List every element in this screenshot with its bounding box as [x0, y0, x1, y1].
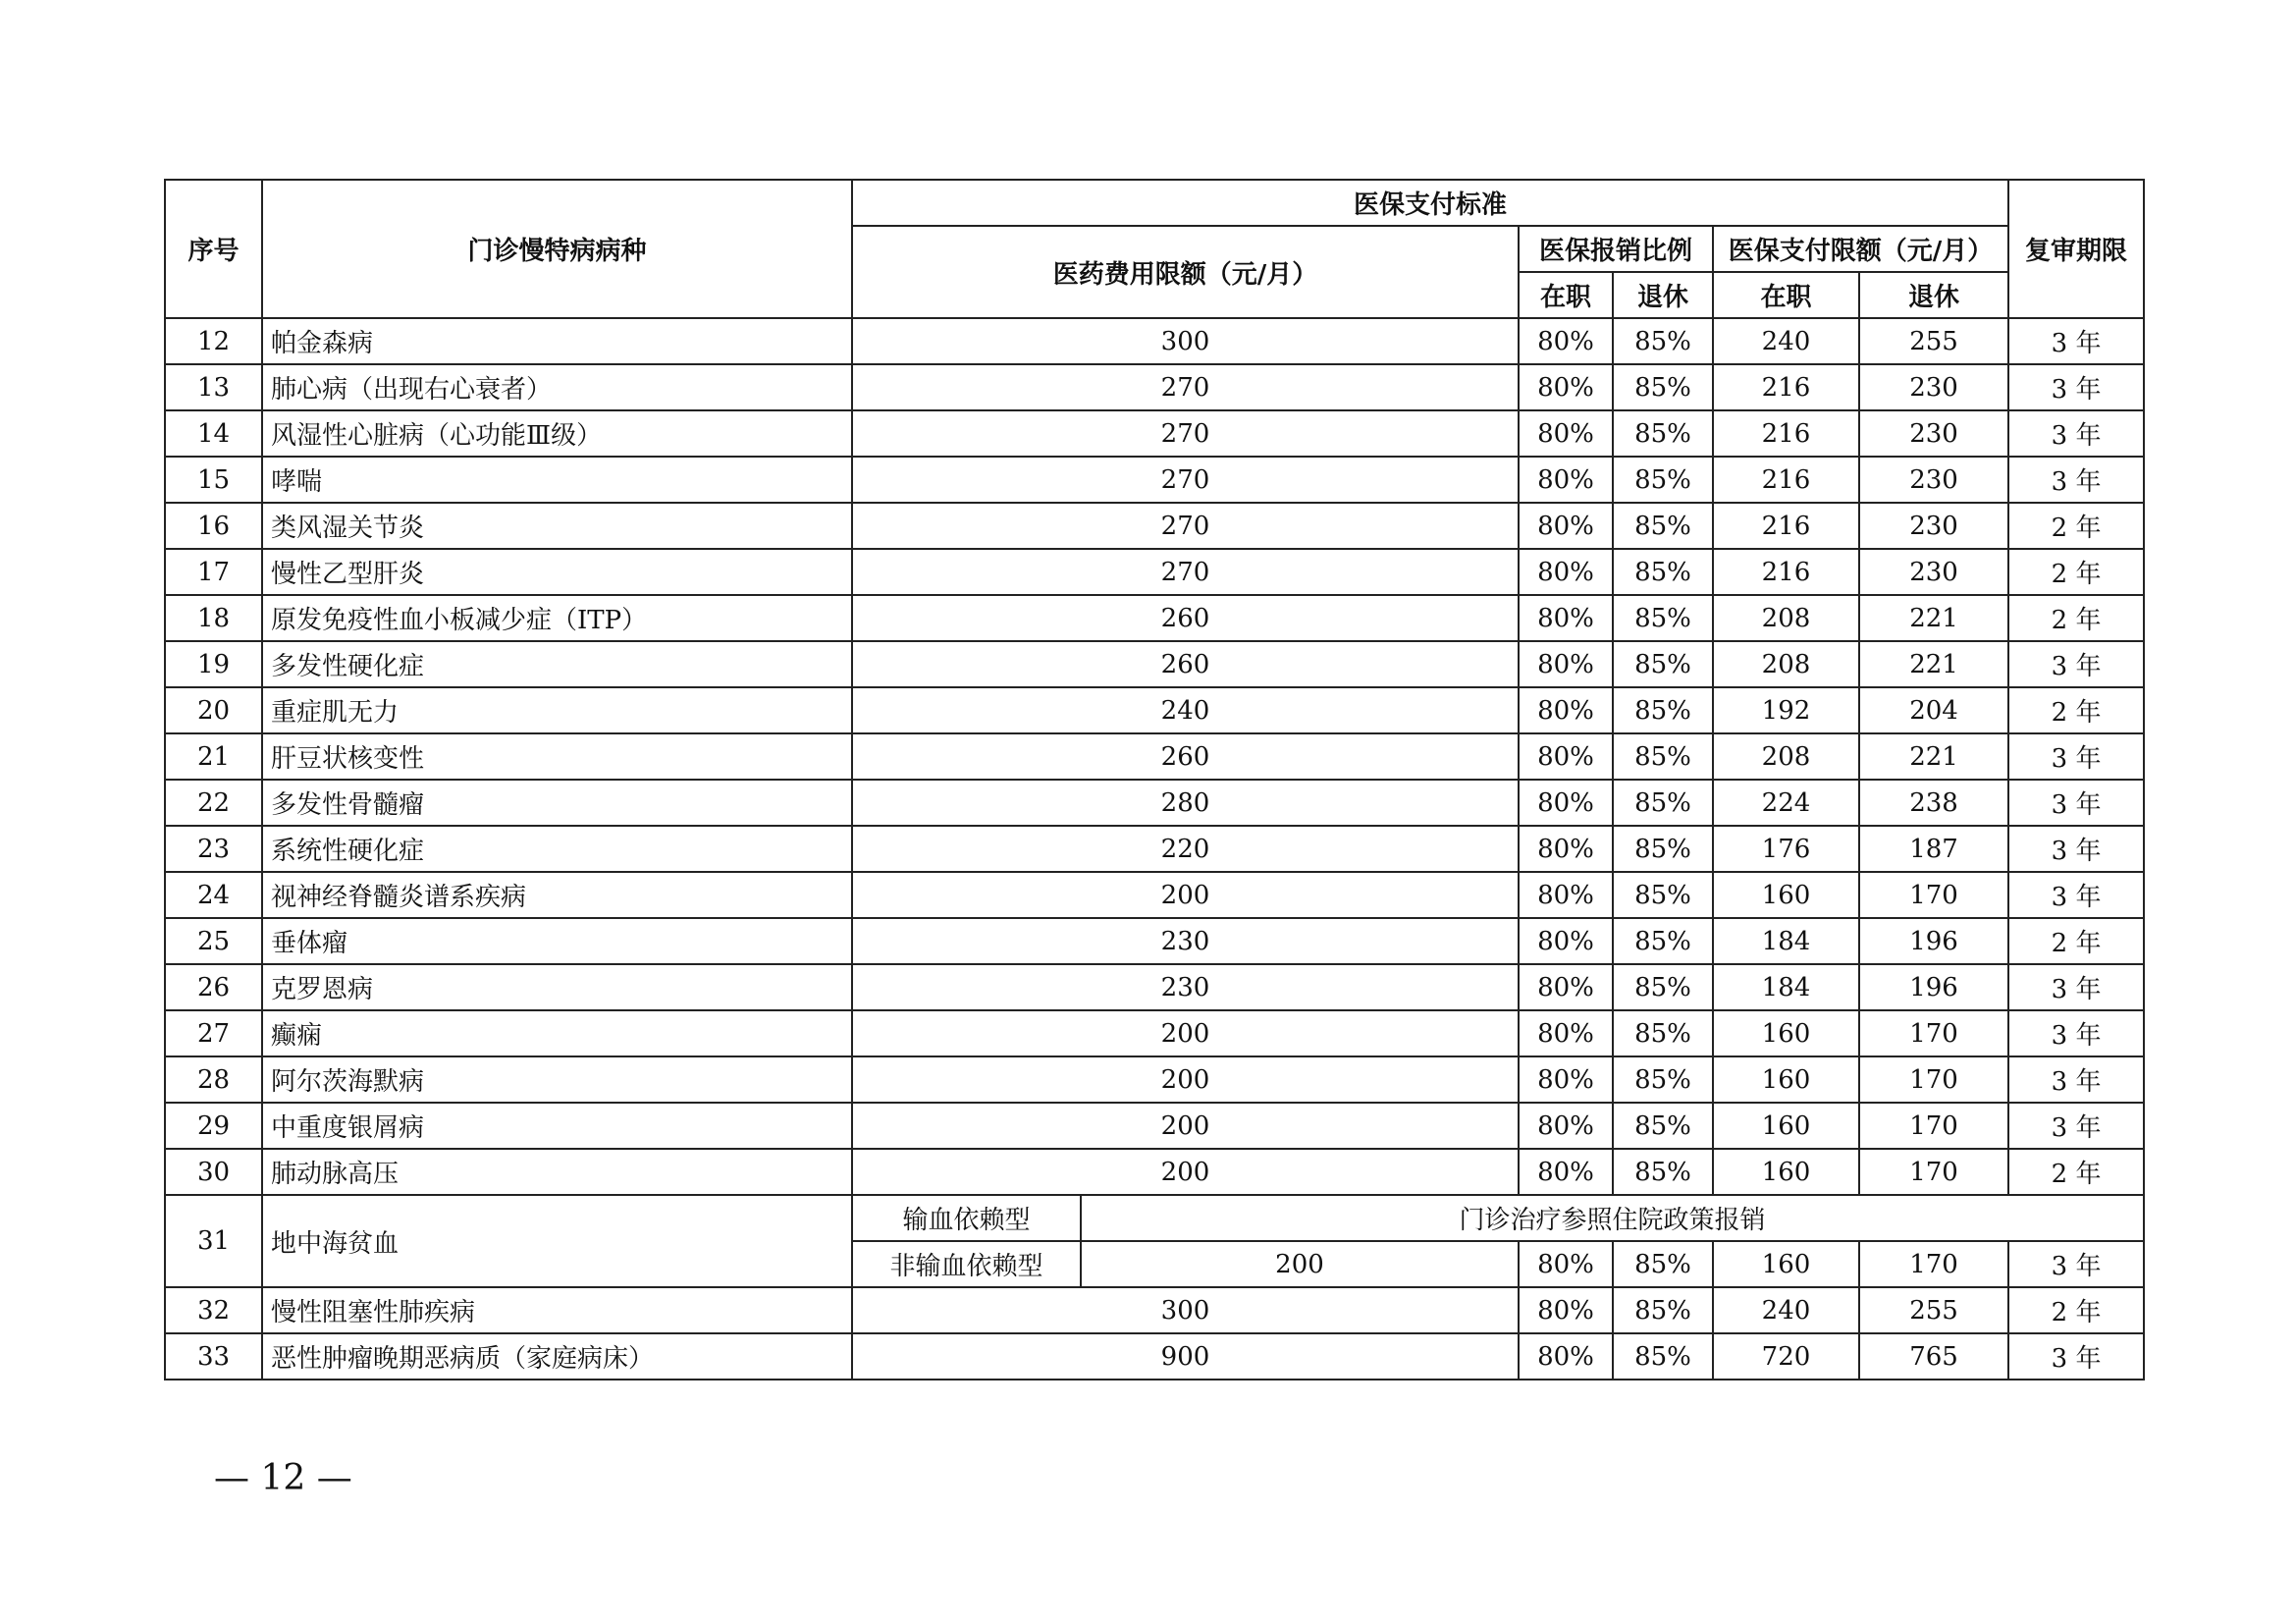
ratio-active: 80%: [1519, 872, 1613, 918]
disease-name: 帕金森病: [262, 318, 852, 364]
pay-active: 720: [1713, 1333, 1859, 1380]
review-period: 2 年: [2008, 1149, 2144, 1195]
review-period: 3 年: [2008, 826, 2144, 872]
subtype-label: 非输血依赖型: [852, 1241, 1081, 1287]
disease-name: 癫痫: [262, 1010, 852, 1056]
review-period: 3 年: [2008, 1241, 2144, 1287]
pay-active: 160: [1713, 1241, 1859, 1287]
ratio-retired: 85%: [1613, 364, 1713, 410]
review-period: 3 年: [2008, 1103, 2144, 1149]
ratio-retired: 85%: [1613, 780, 1713, 826]
table-row: [165, 1287, 2144, 1333]
cost-limit: 200: [852, 1010, 1519, 1056]
table-row: [165, 1056, 2144, 1103]
review-period: 3 年: [2008, 457, 2144, 503]
row-number: 28: [165, 1056, 262, 1103]
table-row: [165, 918, 2144, 964]
table-row: [165, 1010, 2144, 1056]
ratio-active: 80%: [1519, 364, 1613, 410]
review-period: 3 年: [2008, 364, 2144, 410]
review-period: 3 年: [2008, 641, 2144, 687]
pay-active: 160: [1713, 1056, 1859, 1103]
cost-limit: 280: [852, 780, 1519, 826]
row-number: 17: [165, 549, 262, 595]
header-pay-limit: 医保支付限额（元/月）: [1713, 226, 2008, 272]
cost-limit: 300: [852, 318, 1519, 364]
pay-active: 184: [1713, 964, 1859, 1010]
row-number: 13: [165, 364, 262, 410]
cost-limit: 300: [852, 1287, 1519, 1333]
pay-retired: 196: [1859, 964, 2008, 1010]
ratio-retired: 85%: [1613, 918, 1713, 964]
disease-name: 系统性硬化症: [262, 826, 852, 872]
ratio-active: 80%: [1519, 1149, 1613, 1195]
pay-active: 224: [1713, 780, 1859, 826]
pay-active: 240: [1713, 318, 1859, 364]
ratio-retired: 85%: [1613, 1149, 1713, 1195]
ratio-active: 80%: [1519, 826, 1613, 872]
table-row: [165, 549, 2144, 595]
pay-retired: 765: [1859, 1333, 2008, 1380]
ratio-retired: 85%: [1613, 457, 1713, 503]
ratio-active: 80%: [1519, 687, 1613, 733]
review-period: 3 年: [2008, 872, 2144, 918]
row-number: 30: [165, 1149, 262, 1195]
header-ratio-active: 在职: [1519, 272, 1613, 318]
review-period: 3 年: [2008, 318, 2144, 364]
pay-active: 216: [1713, 503, 1859, 549]
row-number: 24: [165, 872, 262, 918]
review-period: 3 年: [2008, 964, 2144, 1010]
disease-name: 视神经脊髓炎谱系疾病: [262, 872, 852, 918]
header-cost-limit: 医药费用限额（元/月）: [852, 226, 1519, 318]
pay-active: 160: [1713, 1103, 1859, 1149]
disease-name: 垂体瘤: [262, 918, 852, 964]
row-number: 26: [165, 964, 262, 1010]
pay-active: 208: [1713, 733, 1859, 780]
row-number: 23: [165, 826, 262, 872]
row-number: 21: [165, 733, 262, 780]
row-number: 32: [165, 1287, 262, 1333]
ratio-retired: 85%: [1613, 549, 1713, 595]
header-disease: 门诊慢特病病种: [262, 180, 852, 318]
disease-name: 肺动脉高压: [262, 1149, 852, 1195]
review-period: 3 年: [2008, 410, 2144, 457]
pay-active: 216: [1713, 457, 1859, 503]
pay-retired: 230: [1859, 503, 2008, 549]
review-period: 3 年: [2008, 1333, 2144, 1380]
cost-limit: 230: [852, 918, 1519, 964]
review-period: 2 年: [2008, 503, 2144, 549]
ratio-active: 80%: [1519, 641, 1613, 687]
row-number: 19: [165, 641, 262, 687]
cost-limit: 270: [852, 457, 1519, 503]
cost-limit: 270: [852, 364, 1519, 410]
ratio-active: 80%: [1519, 1287, 1613, 1333]
disease-name: 慢性乙型肝炎: [262, 549, 852, 595]
disease-name: 肝豆状核变性: [262, 733, 852, 780]
ratio-retired: 85%: [1613, 1333, 1713, 1380]
pay-retired: 221: [1859, 641, 2008, 687]
table-row: [165, 872, 2144, 918]
table-row: [165, 364, 2144, 410]
disease-name: 风湿性心脏病（心功能Ⅲ级）: [262, 410, 852, 457]
cost-limit: 200: [852, 1149, 1519, 1195]
disease-name: 恶性肿瘤晚期恶病质（家庭病床）: [262, 1333, 852, 1380]
ratio-active: 80%: [1519, 1333, 1613, 1380]
ratio-retired: 85%: [1613, 410, 1713, 457]
page-number: — 12 —: [214, 1458, 352, 1498]
table-row: [165, 780, 2144, 826]
row-number: 25: [165, 918, 262, 964]
disease-name: 地中海贫血: [262, 1195, 852, 1287]
cost-limit: 230: [852, 964, 1519, 1010]
row-number: 14: [165, 410, 262, 457]
disease-payment-table: [164, 179, 2145, 1380]
ratio-retired: 85%: [1613, 1241, 1713, 1287]
ratio-active: 80%: [1519, 549, 1613, 595]
ratio-active: 80%: [1519, 595, 1613, 641]
cost-limit: 260: [852, 595, 1519, 641]
ratio-retired: 85%: [1613, 826, 1713, 872]
row-number: 20: [165, 687, 262, 733]
row-number: 22: [165, 780, 262, 826]
table-row: [165, 457, 2144, 503]
ratio-retired: 85%: [1613, 595, 1713, 641]
pay-retired: 255: [1859, 318, 2008, 364]
pay-active: 216: [1713, 364, 1859, 410]
table-row: [165, 1149, 2144, 1195]
ratio-active: 80%: [1519, 964, 1613, 1010]
table-row: [165, 826, 2144, 872]
ratio-retired: 85%: [1613, 641, 1713, 687]
pay-active: 208: [1713, 595, 1859, 641]
pay-retired: 230: [1859, 364, 2008, 410]
table-row: [165, 964, 2144, 1010]
disease-name: 多发性硬化症: [262, 641, 852, 687]
review-period: 3 年: [2008, 780, 2144, 826]
header-seq: 序号: [165, 180, 262, 318]
cost-limit: 270: [852, 549, 1519, 595]
pay-active: 160: [1713, 1010, 1859, 1056]
table-header: [165, 180, 2144, 318]
ratio-active: 80%: [1519, 1103, 1613, 1149]
table-body: [165, 318, 2144, 1380]
review-period: 2 年: [2008, 687, 2144, 733]
row-number: 33: [165, 1333, 262, 1380]
ratio-active: 80%: [1519, 1241, 1613, 1287]
pay-retired: 230: [1859, 410, 2008, 457]
pay-retired: 238: [1859, 780, 2008, 826]
pay-retired: 170: [1859, 1103, 2008, 1149]
ratio-active: 80%: [1519, 503, 1613, 549]
row-number: 29: [165, 1103, 262, 1149]
table-row: [165, 1333, 2144, 1380]
ratio-active: 80%: [1519, 1056, 1613, 1103]
ratio-retired: 85%: [1613, 503, 1713, 549]
ratio-retired: 85%: [1613, 872, 1713, 918]
ratio-retired: 85%: [1613, 733, 1713, 780]
disease-name: 原发免疫性血小板减少症（ITP）: [262, 595, 852, 641]
ratio-retired: 85%: [1613, 1056, 1713, 1103]
row-number: 16: [165, 503, 262, 549]
header-standard: 医保支付标准: [852, 180, 2008, 226]
cost-limit: 200: [1081, 1241, 1519, 1287]
cost-limit: 270: [852, 410, 1519, 457]
disease-name: 中重度银屑病: [262, 1103, 852, 1149]
ratio-active: 80%: [1519, 918, 1613, 964]
cost-limit: 220: [852, 826, 1519, 872]
ratio-active: 80%: [1519, 733, 1613, 780]
pay-active: 216: [1713, 410, 1859, 457]
pay-retired: 170: [1859, 1241, 2008, 1287]
pay-retired: 255: [1859, 1287, 2008, 1333]
disease-name: 重症肌无力: [262, 687, 852, 733]
ratio-retired: 85%: [1613, 1103, 1713, 1149]
ratio-active: 80%: [1519, 780, 1613, 826]
header-pay-retired: 退休: [1859, 272, 2008, 318]
cost-limit: 200: [852, 872, 1519, 918]
pay-retired: 230: [1859, 549, 2008, 595]
cost-limit: 900: [852, 1333, 1519, 1380]
review-period: 2 年: [2008, 549, 2144, 595]
review-period: 3 年: [2008, 733, 2144, 780]
pay-retired: 230: [1859, 457, 2008, 503]
review-period: 3 年: [2008, 1010, 2144, 1056]
row-number: 18: [165, 595, 262, 641]
cost-limit: 200: [852, 1103, 1519, 1149]
pay-retired: 170: [1859, 1149, 2008, 1195]
header-ratio-retired: 退休: [1613, 272, 1713, 318]
table-row: [165, 1103, 2144, 1149]
pay-active: 240: [1713, 1287, 1859, 1333]
pay-active: 176: [1713, 826, 1859, 872]
ratio-retired: 85%: [1613, 1287, 1713, 1333]
table-row: [165, 1195, 2144, 1241]
cost-limit: 240: [852, 687, 1519, 733]
pay-active: 216: [1713, 549, 1859, 595]
review-period: 2 年: [2008, 918, 2144, 964]
disease-name: 类风湿关节炎: [262, 503, 852, 549]
pay-retired: 221: [1859, 595, 2008, 641]
header-ratio: 医保报销比例: [1519, 226, 1713, 272]
pay-active: 184: [1713, 918, 1859, 964]
review-period: 3 年: [2008, 1056, 2144, 1103]
ratio-retired: 85%: [1613, 1010, 1713, 1056]
pay-retired: 170: [1859, 1056, 2008, 1103]
pay-retired: 170: [1859, 872, 2008, 918]
pay-active: 160: [1713, 872, 1859, 918]
disease-name: 哮喘: [262, 457, 852, 503]
header-review: 复审期限: [2008, 180, 2144, 318]
review-period: 2 年: [2008, 1287, 2144, 1333]
ratio-retired: 85%: [1613, 318, 1713, 364]
pay-retired: 196: [1859, 918, 2008, 964]
cost-limit: 260: [852, 641, 1519, 687]
ratio-retired: 85%: [1613, 687, 1713, 733]
review-period: 2 年: [2008, 595, 2144, 641]
header-pay-active: 在职: [1713, 272, 1859, 318]
policy-note: 门诊治疗参照住院政策报销: [1081, 1195, 2144, 1241]
ratio-active: 80%: [1519, 457, 1613, 503]
row-number: 27: [165, 1010, 262, 1056]
ratio-active: 80%: [1519, 318, 1613, 364]
ratio-active: 80%: [1519, 410, 1613, 457]
ratio-retired: 85%: [1613, 964, 1713, 1010]
cost-limit: 260: [852, 733, 1519, 780]
pay-retired: 170: [1859, 1010, 2008, 1056]
cost-limit: 200: [852, 1056, 1519, 1103]
table-row: [165, 687, 2144, 733]
subtype-label: 输血依赖型: [852, 1195, 1081, 1241]
pay-active: 208: [1713, 641, 1859, 687]
row-number: 15: [165, 457, 262, 503]
disease-name: 肺心病（出现右心衰者）: [262, 364, 852, 410]
pay-retired: 221: [1859, 733, 2008, 780]
table-row: [165, 641, 2144, 687]
disease-name: 多发性骨髓瘤: [262, 780, 852, 826]
pay-active: 192: [1713, 687, 1859, 733]
disease-name: 克罗恩病: [262, 964, 852, 1010]
ratio-active: 80%: [1519, 1010, 1613, 1056]
cost-limit: 270: [852, 503, 1519, 549]
pay-active: 160: [1713, 1149, 1859, 1195]
row-number: 31: [165, 1195, 262, 1287]
table-row: [165, 595, 2144, 641]
table-row: [165, 503, 2144, 549]
row-number: 12: [165, 318, 262, 364]
disease-name: 阿尔茨海默病: [262, 1056, 852, 1103]
disease-name: 慢性阻塞性肺疾病: [262, 1287, 852, 1333]
pay-retired: 204: [1859, 687, 2008, 733]
table-row: [165, 733, 2144, 780]
table-row: [165, 318, 2144, 364]
table-row: [165, 410, 2144, 457]
pay-retired: 187: [1859, 826, 2008, 872]
